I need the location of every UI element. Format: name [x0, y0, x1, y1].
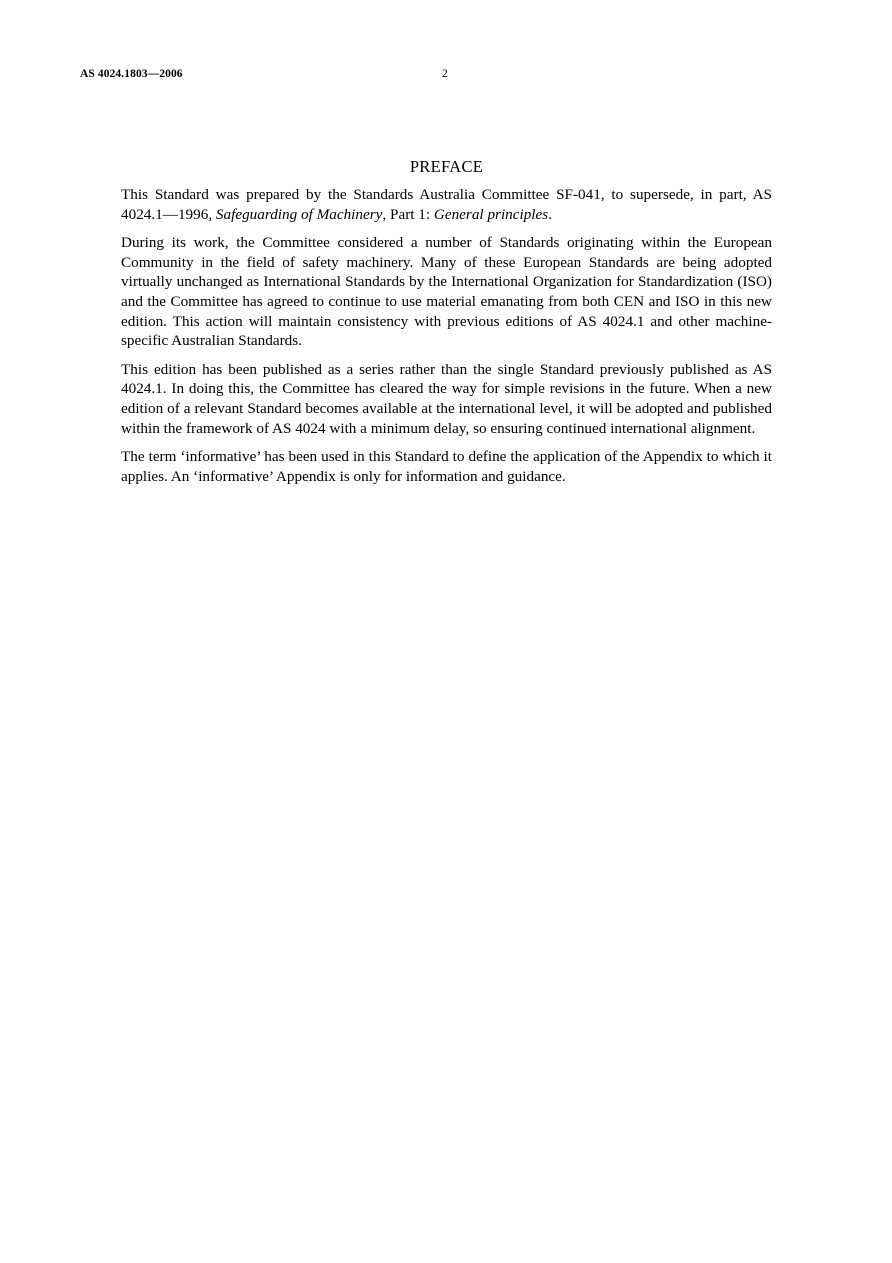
- document-id: AS 4024.1803—2006: [80, 68, 183, 80]
- preface-paragraph-2: During its work, the Committee considered a number of Standards originating within the European Community in the field of safety machinery. Many of these European Standards are being adopted virtually unchanged as International Standards by the International Organization for Standardization (ISO) and the Committee has agreed to continue to use material emanating from both CEN and ISO in this new edition. This action will maintain consistency with previous editions of AS 4024.1 and other machine-specific Australian Standards.: [121, 234, 772, 350]
- preface-paragraph-3: This edition has been published as a series rather than the single Standard previously published as AS 4024.1. In doing this, the Committee has cleared the way for simple revisions in the future. When a new edition of a relevant Standard becomes available at the international level, it will be adopted and published within the framework of AS 4024 with a minimum delay, so ensuring continued international alignment.: [121, 360, 772, 437]
- p1-text-start: This Standard was prepared by the Standards Australia Committee SF-041, to supersede, in part, AS 4024.1—1996,: [121, 186, 772, 223]
- p1-title-general-principles: General principles: [433, 205, 549, 223]
- preface-paragraph-1: [121, 185, 772, 224]
- p1-text-middle: , Part 1:: [382, 205, 434, 223]
- preface-paragraph-4: The term ‘informative’ has been used in this Standard to define the application of the Appendix to which it applies. An ‘informative’ Appendix is only for information and guidance.: [121, 448, 772, 485]
- p1-text-end: .: [548, 205, 552, 223]
- page-header: [80, 68, 816, 84]
- p1-title-safeguarding: Safeguarding of Machinery: [215, 205, 383, 223]
- page-number: 2: [442, 68, 448, 80]
- preface-title: PREFACE: [409, 157, 484, 176]
- preface-section: [121, 157, 772, 495]
